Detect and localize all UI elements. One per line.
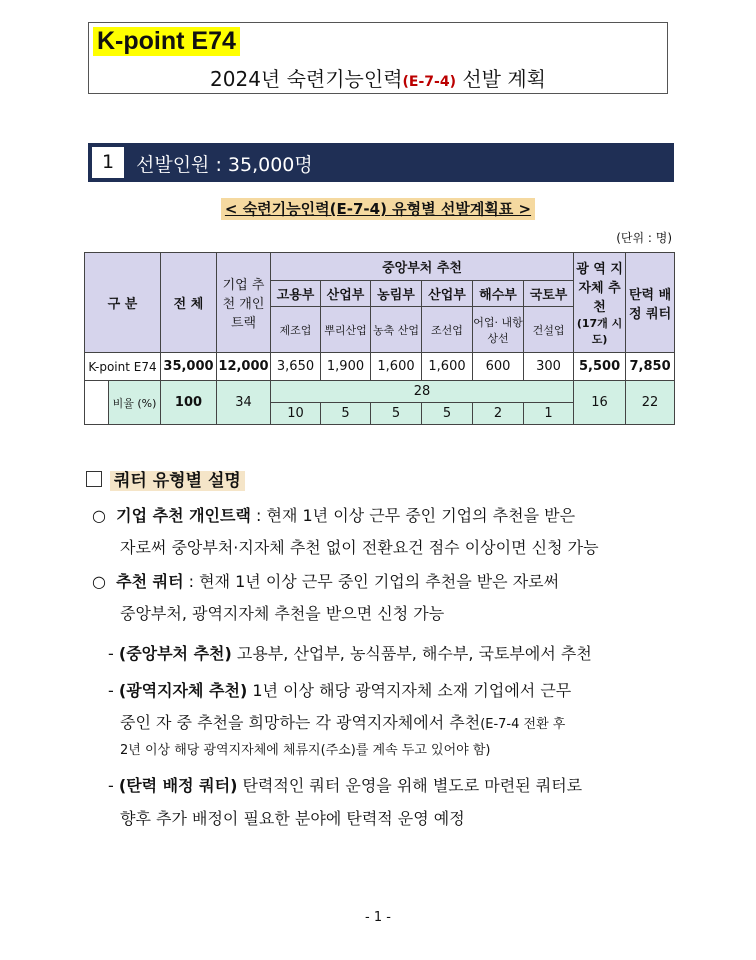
ratio-flexible: 22 xyxy=(626,381,675,425)
quota-sub-cont: 중인 자 중 추천을 희망하는 각 광역지자체에서 추천(E-7-4 전환 후 xyxy=(120,713,566,732)
ratio-ministry: 5 xyxy=(422,403,473,425)
row-label: K-point E74 xyxy=(85,353,161,381)
header-central: 중앙부처 추천 xyxy=(271,253,574,281)
section-title: 선발인원 : 35,000명 xyxy=(136,154,313,176)
header-ministry: 고용부 xyxy=(271,281,321,307)
ratio-ministry: 5 xyxy=(321,403,371,425)
quota-item: ○ 추천 쿼터 : 현재 1년 이상 근무 중인 기업의 추천을 받은 자로써 xyxy=(92,572,560,591)
brand-label: K-point E74 xyxy=(93,27,240,56)
table-row xyxy=(85,353,675,381)
cell-ministry: 1,600 xyxy=(371,353,422,381)
header-industry: 농축 산업 xyxy=(371,307,422,353)
header-total: 전 체 xyxy=(161,253,217,353)
ratio-regional: 16 xyxy=(574,381,626,425)
quota-item-cont: 중앙부처, 광역지자체 추천을 받으면 신청 가능 xyxy=(120,604,445,623)
ratio-label: 비율 (%) xyxy=(109,381,161,425)
quota-sub-note: 2년 이상 해당 광역지자체에 체류지(주소)를 계속 두고 있어야 함) xyxy=(120,743,491,758)
page-number: - 1 - xyxy=(365,910,391,925)
ratio-ministry: 10 xyxy=(271,403,321,425)
title-box xyxy=(88,22,668,94)
ratio-company: 34 xyxy=(217,381,271,425)
header-industry: 건설업 xyxy=(524,307,574,353)
quota-item: ○ 기업 추천 개인트랙 : 현재 1년 이상 근무 중인 기업의 추천을 받은 xyxy=(92,506,576,525)
header-ministry: 해수부 xyxy=(473,281,524,307)
ratio-ministry: 1 xyxy=(524,403,574,425)
section-number: 1 xyxy=(92,147,124,178)
ratio-central: 28 xyxy=(271,381,574,403)
ratio-ministry: 2 xyxy=(473,403,524,425)
section-header xyxy=(88,143,674,182)
header-industry: 어업· 내항 상선 xyxy=(473,307,524,353)
header-company: 기업 추천 개인 트랙 xyxy=(217,253,271,353)
header-ministry: 산업부 xyxy=(321,281,371,307)
ratio-row xyxy=(85,381,675,403)
document-title: 2024년 숙련기능인력(E-7-4) 선발 계획 xyxy=(210,67,546,91)
cell-ministry: 600 xyxy=(473,353,524,381)
cell-ministry: 3,650 xyxy=(271,353,321,381)
header-ministry: 국토부 xyxy=(524,281,574,307)
cell-company: 12,000 xyxy=(217,353,271,381)
quota-sub: - (탄력 배정 쿼터) 탄력적인 쿼터 운영을 위해 별도로 마련된 쿼터로 xyxy=(108,776,583,795)
header-industry: 조선업 xyxy=(422,307,473,353)
cell-regional: 5,500 xyxy=(574,353,626,381)
ratio-total: 100 xyxy=(161,381,217,425)
selection-table xyxy=(84,252,675,425)
quota-sub: - (중앙부처 추천) 고용부, 산업부, 농식품부, 해수부, 국토부에서 추천 xyxy=(108,644,592,663)
cell-ministry: 300 xyxy=(524,353,574,381)
header-ministry: 산업부 xyxy=(422,281,473,307)
quota-sub: - (광역지자체 추천) 1년 이상 해당 광역지자체 소재 기업에서 근무 xyxy=(108,681,572,700)
header-industry: 뿌리산업 xyxy=(321,307,371,353)
cell-ministry: 1,600 xyxy=(422,353,473,381)
header-regional: 광 역 지자체 추 천 xyxy=(576,262,623,315)
header-industry: 제조업 xyxy=(271,307,321,353)
checkbox-square-icon xyxy=(86,471,102,487)
quota-item-cont: 자로써 중앙부처·지자체 추천 없이 전환요건 점수 이상이면 신청 가능 xyxy=(120,538,599,557)
header-flexible: 탄력 배정 쿼터 xyxy=(626,253,675,353)
cell-flexible: 7,850 xyxy=(626,353,675,381)
ratio-ministry: 5 xyxy=(371,403,422,425)
table-cell xyxy=(85,381,109,425)
cell-ministry: 1,900 xyxy=(321,353,371,381)
quota-sub-cont: 향후 추가 배정이 필요한 분야에 탄력적 운영 예정 xyxy=(120,809,465,828)
cell-total: 35,000 xyxy=(161,353,217,381)
table-caption: < 숙련기능인력(E-7-4) 유형별 선발계획표 > xyxy=(0,198,756,219)
quota-section-title: 쿼터 유형별 설명 xyxy=(86,466,245,491)
unit-label: (단위 : 명) xyxy=(616,231,672,245)
header-category: 구 분 xyxy=(85,253,161,353)
header-regional-note: (17개 시도) xyxy=(576,317,623,346)
table-cell xyxy=(574,253,626,353)
header-ministry: 농림부 xyxy=(371,281,422,307)
